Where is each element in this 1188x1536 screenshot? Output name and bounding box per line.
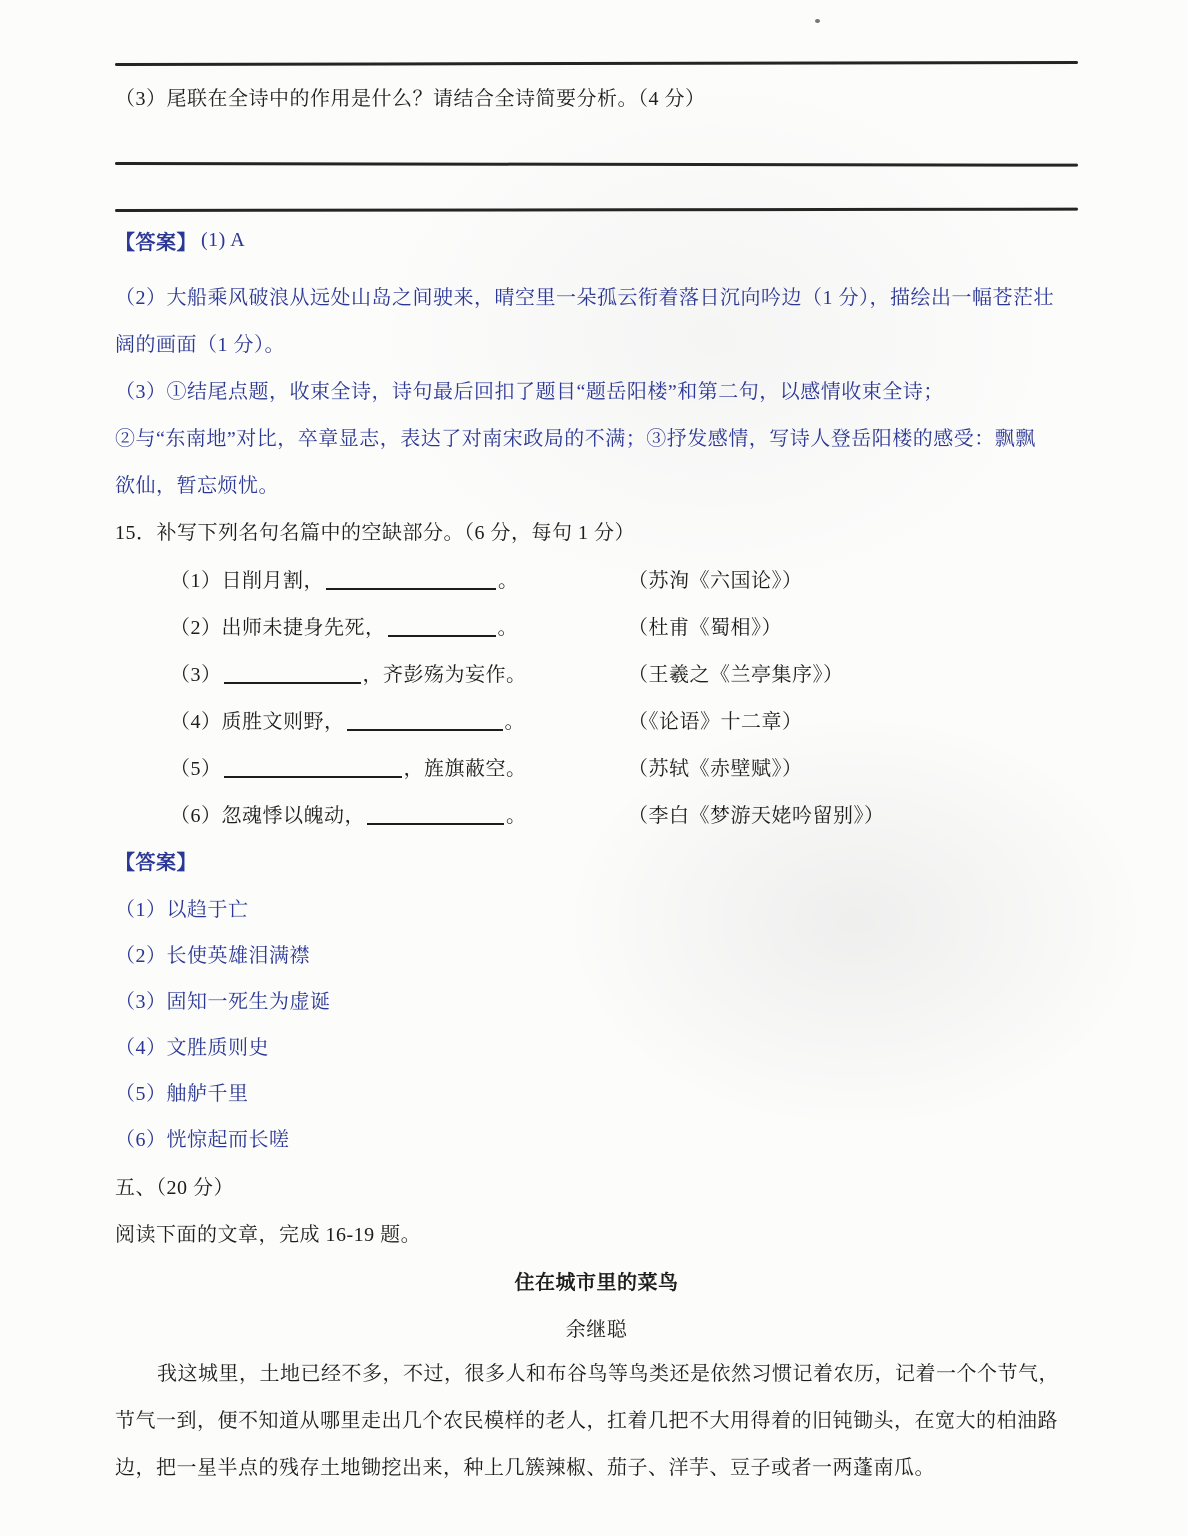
answer14-line: 欲仙，暂忘烦忧。 <box>115 475 279 497</box>
item-pre: （1）日削月割， <box>170 570 324 592</box>
paragraph-line: 边，把一星半点的残存土地锄挖出来，种上几簇辣椒、茄子、洋芋、豆子或者一两蓬南瓜。 <box>115 1457 935 1479</box>
paragraph-line: 我这城里，土地已经不多，不过，很多人和布谷鸟等鸟类还是依然习惯记着农历，记着一个个节气， <box>157 1363 1059 1385</box>
question-15-item-1 <box>170 555 1078 602</box>
article-title: 住在城市里的菜鸟 <box>514 1272 679 1294</box>
answer14-label: 【答案】 <box>115 232 197 254</box>
item-pre: （3） <box>170 664 222 686</box>
item-source: （王羲之《兰亭集序》） <box>628 664 844 686</box>
answer14-header <box>115 217 1078 264</box>
question-15-item-4 <box>170 696 1078 743</box>
item-post: 。 <box>498 570 519 592</box>
question-15-item-2 <box>170 602 1078 649</box>
answer15-body <box>115 884 1078 1160</box>
item-source: （苏轼《赤壁赋》） <box>628 758 803 780</box>
answer15-item: （5）舳舻千里 <box>115 1082 249 1105</box>
item-source: （李白《梦游天姥吟留别》） <box>628 805 885 827</box>
item-pre: （5） <box>170 758 222 780</box>
item-source: （《论语》十二章） <box>628 711 803 733</box>
item-pre: （4）质胜文则野， <box>170 711 345 733</box>
question-3-text: （3）尾联在全诗中的作用是什么？请结合全诗简要分析。（4 分） <box>115 88 706 110</box>
item-post: ，旌旗蔽空。 <box>403 758 527 780</box>
article-paragraph <box>115 1351 1078 1492</box>
answer15-label: 【答案】 <box>115 852 197 874</box>
item-pre: （2）出师未捷身先死， <box>170 617 386 639</box>
answer14-choice: (1) A <box>201 229 246 251</box>
fill-blank <box>347 709 503 731</box>
fill-blank <box>367 803 504 825</box>
item-source: （苏洵《六国论》） <box>628 570 803 592</box>
horizontal-rule-middle <box>115 162 1078 167</box>
fill-blank <box>224 756 402 778</box>
item-source: （杜甫《蜀相》） <box>628 617 782 639</box>
page-content <box>115 0 1078 1492</box>
item-post: ，齐彭殇为妄作。 <box>362 664 527 686</box>
question-15-item-3 <box>170 649 1078 696</box>
item-post: 。 <box>497 617 518 639</box>
answer15-item: （3）固知一死生为虚诞 <box>115 990 331 1013</box>
answer14-line: ②与“东南地”对比，卒章显志，表达了对南宋政局的不满；③抒发感情，写诗人登岳阳楼的感受：飘飘 <box>115 428 1036 450</box>
fill-blank <box>224 662 361 684</box>
horizontal-rule-bottom <box>115 208 1078 212</box>
fill-blank <box>326 568 496 590</box>
answer15-item: （1）以趋于亡 <box>115 898 249 921</box>
section-5-intro: 阅读下面的文章，完成 16-19 题。 <box>115 1224 422 1246</box>
answer15-item: （6）恍惊起而长嗟 <box>115 1128 290 1151</box>
question-15-items <box>115 555 1078 837</box>
item-post: 。 <box>506 805 527 827</box>
paragraph-line: 节气一到，便不知道从哪里走出几个农民模样的老人，扛着几把不大用得着的旧钝锄头，在宽大的柏油路 <box>115 1410 1058 1432</box>
answer14-line: （3）①结尾点题，收束全诗，诗句最后回扣了题目“题岳阳楼”和第二句，以感情收束全诗； <box>115 381 944 403</box>
answer14-body <box>115 272 1078 507</box>
item-post: 。 <box>504 711 525 733</box>
question-15-stem: 15．补写下列名句名篇中的空缺部分。（6 分，每句 1 分） <box>115 522 635 544</box>
article-author: 余继聪 <box>565 1319 628 1341</box>
question-15-item-5 <box>170 743 1078 790</box>
answer14-line: 阔的画面（1 分）。 <box>115 334 285 356</box>
answer15-item: （2）长使英雄泪满襟 <box>115 944 310 967</box>
fill-blank <box>388 615 496 637</box>
answer14-line: （2）大船乘风破浪从远处山岛之间驶来，晴空里一朵孤云衔着落日沉向吟边（1 分），描绘出一幅苍茫壮 <box>115 287 1054 309</box>
horizontal-rule-top <box>115 61 1078 66</box>
section-5-heading: 五、（20 分） <box>115 1177 234 1199</box>
item-pre: （6）忽魂悸以魄动， <box>170 805 365 827</box>
question-15-item-6 <box>170 790 1078 837</box>
answer15-item: （4）文胜质则史 <box>115 1036 269 1059</box>
